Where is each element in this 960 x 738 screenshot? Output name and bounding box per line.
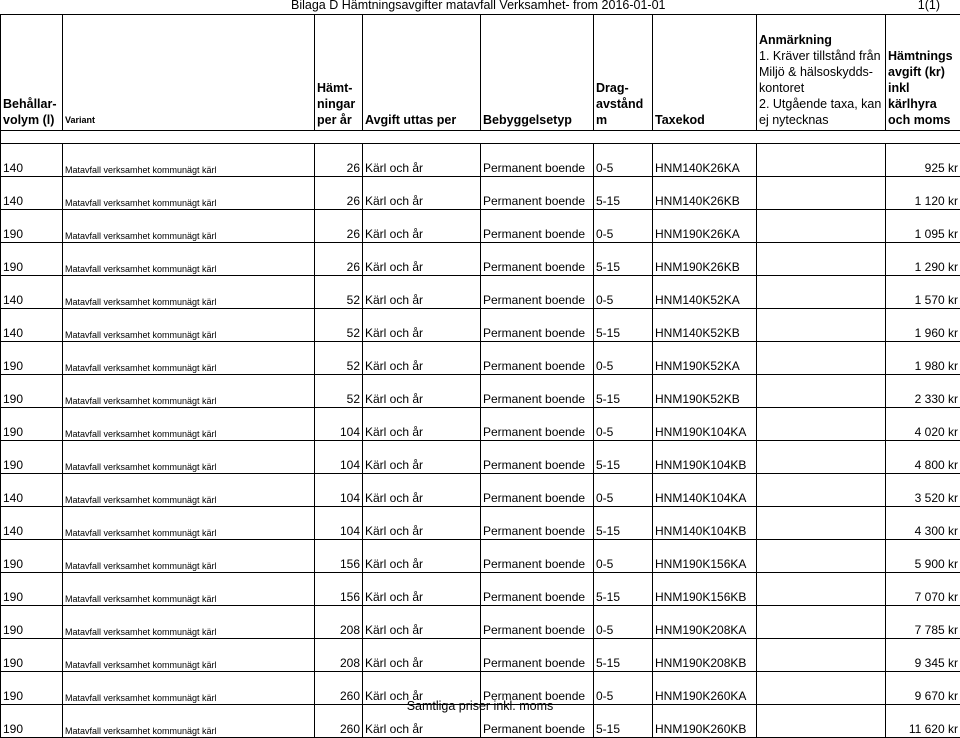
cell-hamtningar: 52 [315, 342, 363, 375]
cell-variant: Matavfall verksamhet kommunägt kärl [63, 573, 315, 606]
col-header-dragavstand: Drag- avstånd m [594, 15, 653, 131]
cell-avgift-uttas: Kärl och år [363, 672, 481, 705]
cell-taxekod: HNM140K26KB [653, 177, 757, 210]
cell-bebyggelsetyp: Permanent boende [481, 474, 594, 507]
cell-volym: 190 [1, 540, 63, 573]
cell-anmarkning [757, 243, 886, 276]
cell-avgift: 7 070 kr [886, 573, 960, 606]
cell-avgift-uttas: Kärl och år [363, 177, 481, 210]
cell-hamtningar: 52 [315, 276, 363, 309]
cell-dragavstand: 5-15 [594, 573, 653, 606]
cell-taxekod: HNM140K104KB [653, 507, 757, 540]
cell-variant: Matavfall verksamhet kommunägt kärl [63, 639, 315, 672]
document-title: Bilaga D Hämtningsavgifter matavfall Verksamhet- from 2016-01-01 [291, 0, 665, 12]
cell-avgift: 1 290 kr [886, 243, 960, 276]
cell-bebyggelsetyp: Permanent boende [481, 672, 594, 705]
cell-dragavstand: 5-15 [594, 441, 653, 474]
cell-avgift: 9 670 kr [886, 672, 960, 705]
col-header-bebyggelsetyp: Bebyggelsetyp [481, 15, 594, 131]
cell-avgift: 1 095 kr [886, 210, 960, 243]
cell-dragavstand: 5-15 [594, 639, 653, 672]
col-header-avgift-uttas: Avgift uttas per [363, 15, 481, 131]
cell-avgift: 9 345 kr [886, 639, 960, 672]
cell-anmarkning [757, 375, 886, 408]
anmarkning-notes: 1. Kräver tillstånd från Miljö & hälsoskydds- kontoret 2. Utgående taxa, kan ej nytecknas [759, 49, 881, 127]
header-row [1, 15, 960, 131]
cell-bebyggelsetyp: Permanent boende [481, 243, 594, 276]
cell-anmarkning [757, 540, 886, 573]
table-row [1, 408, 960, 441]
cell-avgift-uttas: Kärl och år [363, 441, 481, 474]
cell-volym: 190 [1, 243, 63, 276]
cell-taxekod: HNM190K208KA [653, 606, 757, 639]
cell-variant: Matavfall verksamhet kommunägt kärl [63, 309, 315, 342]
cell-variant: Matavfall verksamhet kommunägt kärl [63, 177, 315, 210]
col-header-anmarkning [757, 15, 886, 131]
cell-dragavstand: 0-5 [594, 540, 653, 573]
cell-anmarkning [757, 408, 886, 441]
cell-taxekod: HNM190K52KB [653, 375, 757, 408]
table-row [1, 276, 960, 309]
col-header-hamtningar: Hämt- ningar per år [315, 15, 363, 131]
cell-hamtningar: 156 [315, 540, 363, 573]
cell-hamtningar: 208 [315, 639, 363, 672]
cell-volym: 190 [1, 672, 63, 705]
cell-avgift: 1 980 kr [886, 342, 960, 375]
header-spacer [1, 131, 960, 144]
cell-avgift-uttas: Kärl och år [363, 606, 481, 639]
cell-volym: 190 [1, 375, 63, 408]
table-row [1, 573, 960, 606]
cell-volym: 140 [1, 309, 63, 342]
cell-avgift-uttas: Kärl och år [363, 276, 481, 309]
table-row [1, 639, 960, 672]
cell-taxekod: HNM190K208KB [653, 639, 757, 672]
footer-note: Samtliga priser inkl. moms [0, 699, 960, 713]
cell-dragavstand: 5-15 [594, 177, 653, 210]
cell-taxekod: HNM190K260KB [653, 705, 757, 738]
cell-dragavstand: 5-15 [594, 375, 653, 408]
cell-anmarkning [757, 177, 886, 210]
cell-variant: Matavfall verksamhet kommunägt kärl [63, 474, 315, 507]
table-row [1, 375, 960, 408]
cell-anmarkning [757, 276, 886, 309]
cell-anmarkning [757, 606, 886, 639]
cell-bebyggelsetyp: Permanent boende [481, 276, 594, 309]
cell-volym: 190 [1, 342, 63, 375]
cell-variant: Matavfall verksamhet kommunägt kärl [63, 705, 315, 738]
cell-bebyggelsetyp: Permanent boende [481, 309, 594, 342]
col-header-volym: Behållar- volym (l) [1, 15, 63, 131]
table-row [1, 606, 960, 639]
cell-anmarkning [757, 144, 886, 177]
cell-taxekod: HNM190K52KA [653, 342, 757, 375]
cell-variant: Matavfall verksamhet kommunägt kärl [63, 375, 315, 408]
cell-bebyggelsetyp: Permanent boende [481, 705, 594, 738]
cell-hamtningar: 52 [315, 375, 363, 408]
cell-volym: 190 [1, 573, 63, 606]
cell-volym: 140 [1, 474, 63, 507]
cell-hamtningar: 26 [315, 210, 363, 243]
cell-taxekod: HNM190K156KB [653, 573, 757, 606]
cell-avgift-uttas: Kärl och år [363, 210, 481, 243]
cell-avgift: 4 800 kr [886, 441, 960, 474]
cell-variant: Matavfall verksamhet kommunägt kärl [63, 606, 315, 639]
cell-hamtningar: 156 [315, 573, 363, 606]
table-row [1, 342, 960, 375]
cell-taxekod: HNM140K26KA [653, 144, 757, 177]
cell-anmarkning [757, 474, 886, 507]
cell-volym: 190 [1, 408, 63, 441]
cell-avgift: 4 020 kr [886, 408, 960, 441]
cell-hamtningar: 104 [315, 474, 363, 507]
cell-avgift-uttas: Kärl och år [363, 540, 481, 573]
cell-volym: 140 [1, 144, 63, 177]
table-row [1, 144, 960, 177]
table-row [1, 243, 960, 276]
cell-hamtningar: 104 [315, 441, 363, 474]
cell-taxekod: HNM140K52KA [653, 276, 757, 309]
cell-avgift: 3 520 kr [886, 474, 960, 507]
cell-hamtningar: 26 [315, 144, 363, 177]
cell-avgift-uttas: Kärl och år [363, 408, 481, 441]
cell-bebyggelsetyp: Permanent boende [481, 639, 594, 672]
cell-dragavstand: 0-5 [594, 276, 653, 309]
col-header-taxekod: Taxekod [653, 15, 757, 131]
cell-avgift: 7 785 kr [886, 606, 960, 639]
cell-dragavstand: 5-15 [594, 705, 653, 738]
cell-variant: Matavfall verksamhet kommunägt kärl [63, 210, 315, 243]
cell-avgift-uttas: Kärl och år [363, 375, 481, 408]
table-row [1, 177, 960, 210]
cell-avgift-uttas: Kärl och år [363, 144, 481, 177]
cell-variant: Matavfall verksamhet kommunägt kärl [63, 342, 315, 375]
cell-taxekod: HNM190K26KB [653, 243, 757, 276]
cell-bebyggelsetyp: Permanent boende [481, 144, 594, 177]
cell-avgift: 11 620 kr [886, 705, 960, 738]
cell-variant: Matavfall verksamhet kommunägt kärl [63, 408, 315, 441]
cell-volym: 190 [1, 639, 63, 672]
cell-avgift-uttas: Kärl och år [363, 474, 481, 507]
cell-taxekod: HNM190K104KA [653, 408, 757, 441]
cell-avgift-uttas: Kärl och år [363, 309, 481, 342]
col-header-variant: Variant [63, 15, 315, 131]
cell-taxekod: HNM140K104KA [653, 474, 757, 507]
cell-volym: 140 [1, 507, 63, 540]
cell-hamtningar: 260 [315, 705, 363, 738]
cell-bebyggelsetyp: Permanent boende [481, 342, 594, 375]
cell-dragavstand: 5-15 [594, 309, 653, 342]
cell-hamtningar: 208 [315, 606, 363, 639]
cell-taxekod: HNM190K260KA [653, 672, 757, 705]
cell-anmarkning [757, 441, 886, 474]
cell-hamtningar: 260 [315, 672, 363, 705]
cell-bebyggelsetyp: Permanent boende [481, 408, 594, 441]
cell-bebyggelsetyp: Permanent boende [481, 606, 594, 639]
cell-dragavstand: 0-5 [594, 144, 653, 177]
cell-volym: 190 [1, 705, 63, 738]
table-row [1, 507, 960, 540]
cell-anmarkning [757, 639, 886, 672]
cell-volym: 190 [1, 441, 63, 474]
cell-taxekod: HNM190K156KA [653, 540, 757, 573]
page-header [0, 0, 960, 14]
anmarkning-title: Anmärkning [759, 32, 883, 48]
cell-dragavstand: 0-5 [594, 672, 653, 705]
cell-avgift-uttas: Kärl och år [363, 573, 481, 606]
cell-variant: Matavfall verksamhet kommunägt kärl [63, 672, 315, 705]
cell-avgift: 925 kr [886, 144, 960, 177]
cell-taxekod: HNM190K26KA [653, 210, 757, 243]
cell-dragavstand: 0-5 [594, 210, 653, 243]
table-row [1, 540, 960, 573]
cell-bebyggelsetyp: Permanent boende [481, 210, 594, 243]
cell-hamtningar: 26 [315, 243, 363, 276]
cell-avgift-uttas: Kärl och år [363, 507, 481, 540]
cell-dragavstand: 5-15 [594, 507, 653, 540]
cell-anmarkning [757, 210, 886, 243]
cell-dragavstand: 0-5 [594, 606, 653, 639]
cell-dragavstand: 0-5 [594, 474, 653, 507]
cell-hamtningar: 104 [315, 507, 363, 540]
cell-avgift: 4 300 kr [886, 507, 960, 540]
cell-bebyggelsetyp: Permanent boende [481, 507, 594, 540]
table-row [1, 441, 960, 474]
cell-hamtningar: 26 [315, 177, 363, 210]
cell-avgift: 2 330 kr [886, 375, 960, 408]
cell-bebyggelsetyp: Permanent boende [481, 375, 594, 408]
cell-variant: Matavfall verksamhet kommunägt kärl [63, 507, 315, 540]
cell-dragavstand: 0-5 [594, 342, 653, 375]
cell-anmarkning [757, 342, 886, 375]
cell-bebyggelsetyp: Permanent boende [481, 540, 594, 573]
cell-bebyggelsetyp: Permanent boende [481, 441, 594, 474]
cell-variant: Matavfall verksamhet kommunägt kärl [63, 276, 315, 309]
cell-volym: 190 [1, 210, 63, 243]
table-row [1, 309, 960, 342]
cell-volym: 140 [1, 177, 63, 210]
cell-avgift-uttas: Kärl och år [363, 705, 481, 738]
cell-dragavstand: 0-5 [594, 408, 653, 441]
cell-avgift: 1 570 kr [886, 276, 960, 309]
table-row [1, 474, 960, 507]
cell-volym: 140 [1, 276, 63, 309]
cell-anmarkning [757, 309, 886, 342]
cell-avgift-uttas: Kärl och år [363, 342, 481, 375]
cell-avgift: 1 120 kr [886, 177, 960, 210]
cell-volym: 190 [1, 606, 63, 639]
cell-avgift: 5 900 kr [886, 540, 960, 573]
cell-variant: Matavfall verksamhet kommunägt kärl [63, 441, 315, 474]
cell-dragavstand: 5-15 [594, 243, 653, 276]
cell-bebyggelsetyp: Permanent boende [481, 573, 594, 606]
cell-variant: Matavfall verksamhet kommunägt kärl [63, 540, 315, 573]
table-row [1, 210, 960, 243]
cell-anmarkning [757, 507, 886, 540]
cell-taxekod: HNM140K52KB [653, 309, 757, 342]
cell-hamtningar: 52 [315, 309, 363, 342]
cell-avgift-uttas: Kärl och år [363, 243, 481, 276]
cell-avgift: 1 960 kr [886, 309, 960, 342]
fee-table [0, 14, 960, 738]
cell-avgift-uttas: Kärl och år [363, 639, 481, 672]
cell-anmarkning [757, 573, 886, 606]
page-number: 1(1) [918, 0, 940, 12]
cell-variant: Matavfall verksamhet kommunägt kärl [63, 243, 315, 276]
cell-bebyggelsetyp: Permanent boende [481, 177, 594, 210]
cell-hamtningar: 104 [315, 408, 363, 441]
col-header-avgift: Hämtnings avgift (kr) inkl kärlhyra och moms [886, 15, 960, 131]
cell-taxekod: HNM190K104KB [653, 441, 757, 474]
cell-variant: Matavfall verksamhet kommunägt kärl [63, 144, 315, 177]
